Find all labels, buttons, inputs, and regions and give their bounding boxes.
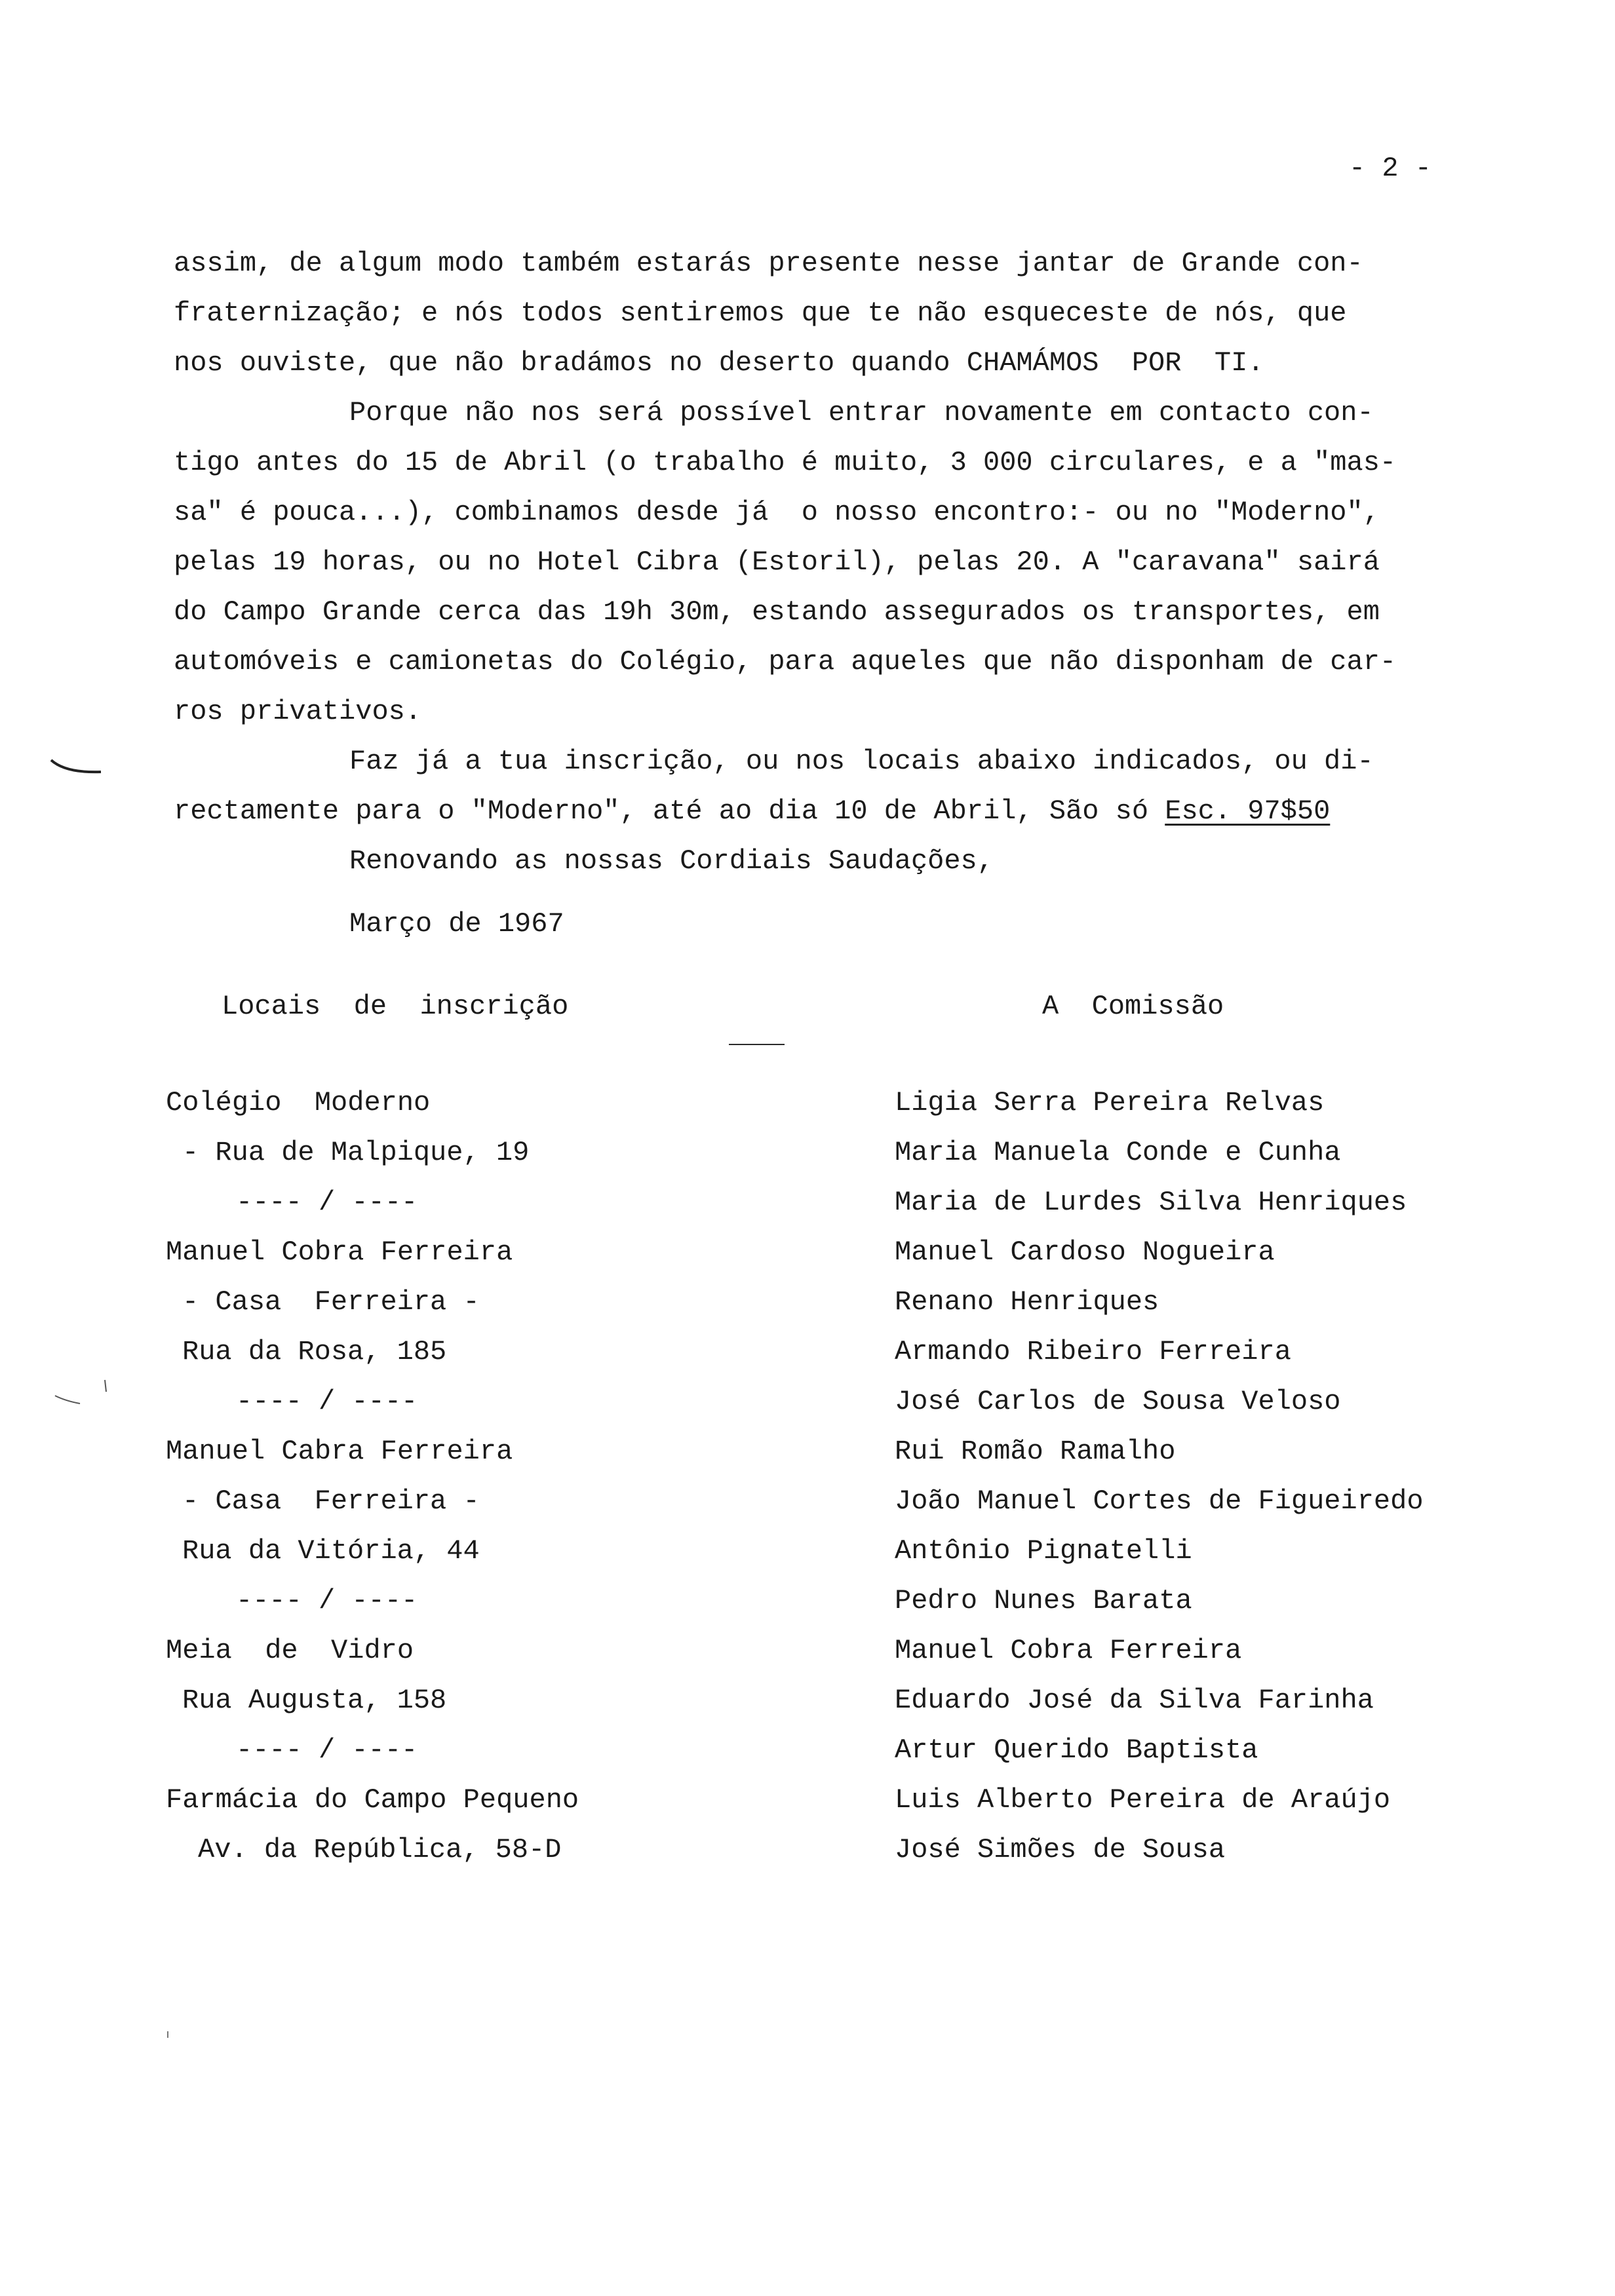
location-line: Colégio Moderno bbox=[166, 1087, 431, 1119]
location-separator: ---- / ---- bbox=[236, 1585, 418, 1617]
location-line: Rua Augusta, 158 bbox=[182, 1685, 447, 1716]
body-line: Porque não nos será possível entrar novamente em contacto con- bbox=[349, 397, 1374, 429]
location-line: Manuel Cabra Ferreira bbox=[166, 1436, 513, 1467]
location-separator: ---- / ---- bbox=[236, 1386, 418, 1417]
body-text: rectamente para o "Moderno", até ao dia 10 de Abril, São só bbox=[174, 795, 1165, 827]
stray-mark bbox=[167, 2031, 168, 2038]
margin-pen-mark bbox=[46, 754, 105, 780]
location-line: - Casa Ferreira - bbox=[182, 1485, 480, 1517]
body-line: ros privativos. bbox=[174, 696, 422, 727]
closing-salutation: Renovando as nossas Cordiais Saudações, bbox=[349, 845, 994, 877]
body-line: sa" é pouca...), combinamos desde já o nosso encontro:- ou no "Moderno", bbox=[174, 497, 1380, 528]
body-line: nos ouviste, que não bradámos no deserto quando CHAMÁMOS POR TI. bbox=[174, 347, 1264, 379]
body-line: do Campo Grande cerca das 19h 30m, estando assegurados os transportes, em bbox=[174, 596, 1380, 628]
committee-member: Manuel Cardoso Nogueira bbox=[895, 1236, 1275, 1268]
location-separator: ---- / ---- bbox=[236, 1734, 418, 1766]
body-line: tigo antes do 15 de Abril (o trabalho é muito, 3 000 circulares, e a "mas- bbox=[174, 447, 1397, 478]
price: Esc. 97$50 bbox=[1165, 795, 1331, 827]
committee-member: Armando Ribeiro Ferreira bbox=[895, 1336, 1291, 1368]
committee-member: Rui Romão Ramalho bbox=[895, 1436, 1176, 1467]
location-line: - Casa Ferreira - bbox=[182, 1286, 480, 1318]
committee-member: Maria Manuela Conde e Cunha bbox=[895, 1137, 1341, 1168]
committee-member: Manuel Cobra Ferreira bbox=[895, 1635, 1242, 1666]
committee-member: João Manuel Cortes de Figueiredo bbox=[895, 1485, 1424, 1517]
committee-member: José Simões de Sousa bbox=[895, 1834, 1226, 1866]
location-separator: ---- / ---- bbox=[236, 1187, 418, 1218]
location-line: - Rua de Malpique, 19 bbox=[182, 1137, 530, 1168]
location-line: Farmácia do Campo Pequeno bbox=[166, 1784, 579, 1816]
body-line: automóveis e camionetas do Colégio, para aqueles que não disponham de car- bbox=[174, 646, 1397, 678]
margin-pen-mark bbox=[46, 1376, 125, 1415]
location-line: Av. da República, 58-D bbox=[198, 1834, 562, 1866]
date: Março de 1967 bbox=[349, 908, 564, 940]
committee-heading: A Comissão bbox=[1042, 991, 1224, 1022]
committee-member: Luis Alberto Pereira de Araújo bbox=[895, 1784, 1391, 1816]
committee-member: Ligia Serra Pereira Relvas bbox=[895, 1087, 1325, 1119]
body-line: Faz já a tua inscrição, ou nos locais abaixo indicados, ou di- bbox=[349, 746, 1374, 777]
location-line: Manuel Cobra Ferreira bbox=[166, 1236, 513, 1268]
locations-heading: Locais de inscrição bbox=[222, 991, 569, 1022]
page-number: - 2 - bbox=[1348, 153, 1431, 184]
committee-member: Antônio Pignatelli bbox=[895, 1535, 1192, 1567]
body-line: fraternização; e nós todos sentiremos que te não esqueceste de nós, que bbox=[174, 297, 1347, 329]
body-line bbox=[174, 797, 1330, 825]
location-line: Rua da Rosa, 185 bbox=[182, 1336, 447, 1368]
committee-member: Pedro Nunes Barata bbox=[895, 1585, 1192, 1617]
committee-member: José Carlos de Sousa Veloso bbox=[895, 1386, 1341, 1417]
location-line: Meia de Vidro bbox=[166, 1635, 414, 1666]
divider-mark bbox=[729, 1044, 785, 1045]
committee-member: Renano Henriques bbox=[895, 1286, 1159, 1318]
body-line: assim, de algum modo também estarás presente nesse jantar de Grande con- bbox=[174, 248, 1363, 279]
location-line: Rua da Vitória, 44 bbox=[182, 1535, 480, 1567]
committee-member: Maria de Lurdes Silva Henriques bbox=[895, 1187, 1407, 1218]
committee-member: Eduardo José da Silva Farinha bbox=[895, 1685, 1374, 1716]
committee-member: Artur Querido Baptista bbox=[895, 1734, 1258, 1766]
body-line: pelas 19 horas, ou no Hotel Cibra (Estoril), pelas 20. A "caravana" sairá bbox=[174, 546, 1380, 578]
